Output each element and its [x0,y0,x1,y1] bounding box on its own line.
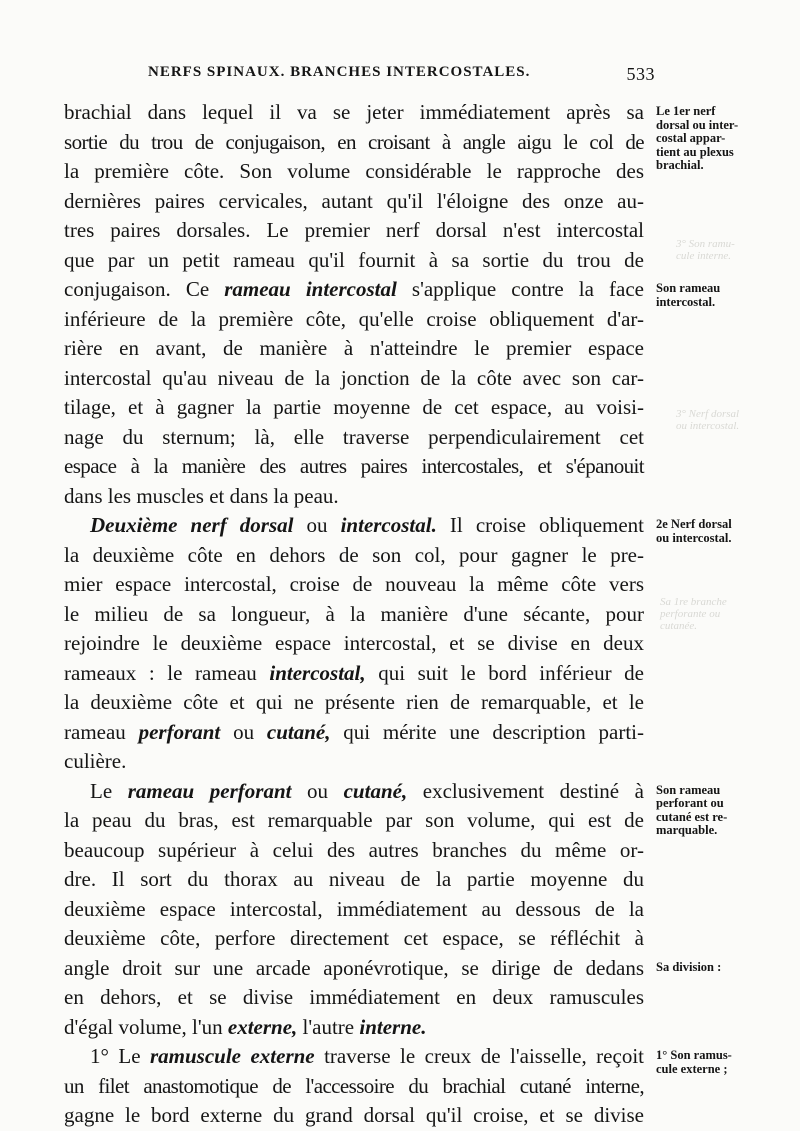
text-line: mier espace intercostal, croise de nouveau la même côte vers [64,572,644,596]
margin-note-line: intercostal. [656,294,716,309]
margin-note [656,105,771,173]
running-head-title: NERFS SPINAUX. BRANCHES INTERCOSTALES. [148,64,531,80]
text-line: deuxième côte, perfore directement cet espace, se réfléchit à [64,926,644,950]
italic-term: intercostal. [340,513,437,537]
italic-term: cutané, [266,719,331,744]
text-line: Le rameau perforant ou cutané, exclusivement destiné à [90,778,644,803]
text-line: nage du sternum; là, elle traverse perpendiculairement cet [64,424,644,449]
text-line: la deuxième côte en dehors de son col, pour gagner le pre- [64,542,644,567]
text-line: la première côte. Son volume considérable le rapproche des [64,159,644,183]
bleed-through-mark: 3° Nerf dorsal ou intercostal. [676,408,740,432]
margin-note [656,784,771,838]
text-line: deuxième espace intercostal, immédiatement au dessous de la [64,896,644,921]
italic-term: Deuxième nerf dorsal [90,513,294,537]
margin-note-line: dorsal ou inter- [656,117,739,132]
italic-term: interne. [359,1014,427,1039]
text-line: la deuxième côte et qui ne présente rien de remarquable, et le [64,690,644,714]
text-line: 1° Le ramuscule externe traverse le creux de l'aisselle, reçoit [90,1044,644,1068]
text-line: inférieure de la première côte, qu'elle croise obliquement d'ar- [64,306,644,331]
text-line: beaucoup supérieur à celui des autres branches du même or- [64,837,644,862]
italic-term: rameau perforant [127,778,292,803]
margin-note-line: ou intercostal. [656,530,732,545]
margin-note-line: costal appar- [656,131,726,145]
text-line: la peau du bras, est remarquable par son volume, qui est de [64,808,644,832]
text-line: espace à la manière des autres paires intercostales, et s'épanouit [64,454,644,478]
text-line: le milieu de sa longueur, à la manière d'une sécante, pour [64,601,644,626]
text-line: rameaux : le rameau intercostal, qui suit le bord inférieur de [64,660,644,685]
text-line: dernières paires cervicales, autant qu'il l'éloigne des onze au- [64,188,644,213]
margin-note-line: 2e Nerf dorsal [656,517,732,531]
margin-note [656,961,771,975]
italic-term: externe, [227,1014,298,1039]
text-line: Deuxième nerf dorsal ou intercostal. Il croise obliquement [90,513,645,537]
margin-note [656,518,771,545]
italic-term: ramuscule externe [149,1044,315,1068]
italic-term: rameau intercostal [224,277,397,301]
margin-note-line: Son rameau [656,782,721,797]
text-line: rière en avant, de manière à n'atteindre le premier espace [64,336,644,360]
margin-note [656,282,771,309]
bleed-through-mark: 3° Son ramu- cule interne. [676,238,735,262]
body-text [64,98,644,1131]
text-line: conjugaison. Ce rameau intercostal s'applique contre la face [64,277,644,301]
text-line: rejoindre le deuxième espace intercostal, et se divise en deux [64,631,644,655]
margin-note-line: Son rameau [656,281,721,295]
text-line: dre. Il sort du thorax au niveau de la partie moyenne du [64,867,644,891]
text-line: d'égal volume, l'un externe, l'autre interne. [64,1014,427,1039]
text-line: angle droit sur une arcade aponévrotique, se dirige de dedans [64,955,644,980]
margin-note-line: perforant ou [656,796,724,810]
text-line: dans les muscles et dans la peau. [64,483,339,508]
margin-note-line: marquable. [656,823,718,837]
text-line: gagne le bord externe du grand dorsal qu'il croise, et se divise [64,1103,644,1127]
margin-note-line: tient au plexus [656,144,734,159]
text-line: tilage, et à gagner la partie moyenne de cet espace, au voisi- [64,395,644,419]
bleed-through-mark: Sa 1re branche perforante ou cutanée. [660,596,727,632]
text-line: que par un petit rameau qu'il fournit à sa sortie du trou de [64,247,644,272]
text-line: sortie du trou de conjugaison, en croisant à angle aigu le col de [64,129,644,154]
text-line: brachial dans lequel il va se jeter immédiatement après sa [64,100,644,124]
text-line: rameau perforant ou cutané, qui mérite une description parti- [64,719,645,744]
margin-note-line: Sa division : [656,959,722,974]
margin-note-line: 1° Son ramus- [656,1048,732,1062]
italic-term: cutané, [343,778,408,803]
text-line: en dehors, et se divise immédiatement en deux ramuscules [64,985,644,1009]
text-line: intercostal qu'au niveau de la jonction de la côte avec son car- [64,365,644,390]
text-line: un filet anastomotique de l'accessoire du brachial cutané interne, [64,1073,644,1098]
margin-note-line: cutané est re- [656,809,728,824]
margin-note-line: Le 1er nerf [656,104,716,118]
italic-term: perforant [138,719,221,744]
margin-note-line: cule externe ; [656,1061,728,1076]
italic-term: intercostal, [269,660,366,685]
margin-note-line: brachial. [656,158,704,172]
text-line: tres paires dorsales. Le premier nerf dorsal n'est intercostal [64,218,644,242]
page-number: 533 [626,64,655,84]
text-line: culière. [64,749,127,773]
margin-note [656,1049,771,1076]
